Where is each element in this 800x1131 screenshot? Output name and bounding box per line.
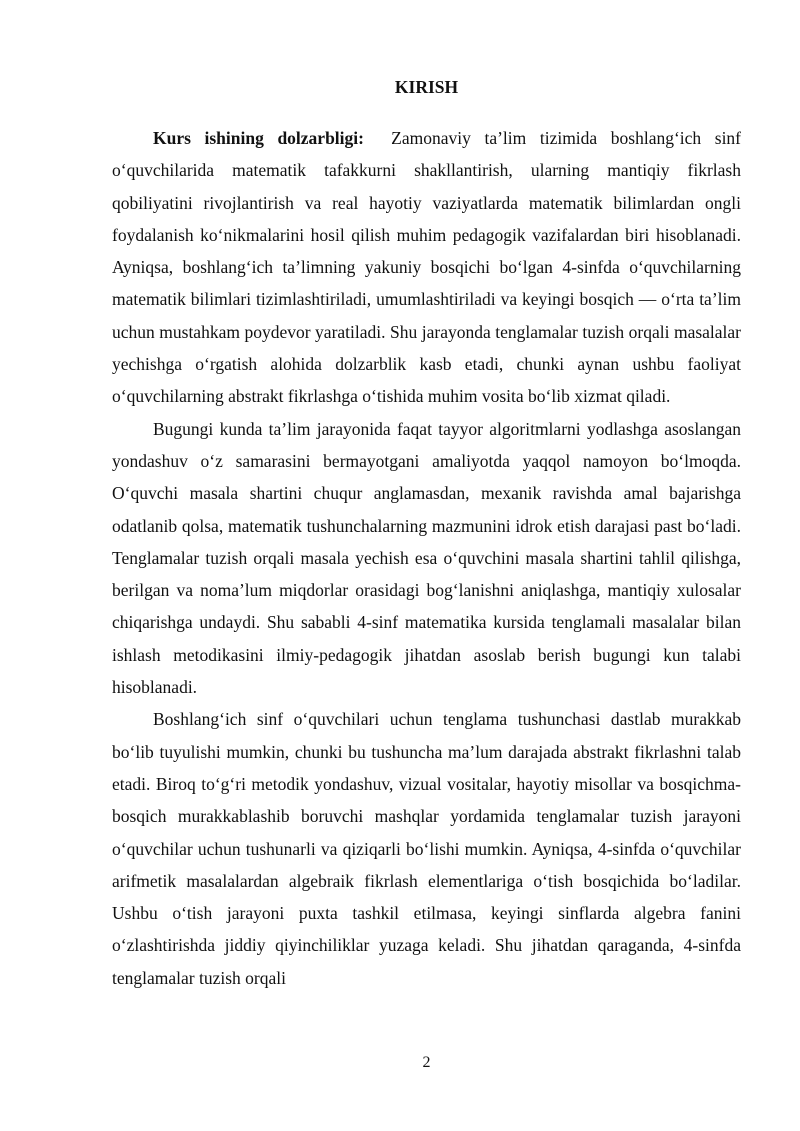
paragraph-3: Boshlang‘ich sinf o‘quvchilari uchun tenglama tushunchasi dastlab murakkab bo‘lib tuyulishi mumkin, chunki bu tushuncha ma’lum darajada abstrakt fikrlashni talab etadi. Biroq to‘g‘ri metodik yondashuv, vizual vositalar, hayotiy misollar va bosqichma-bosqich murakkablashib boruvchi mashqlar yordamida tenglamalar tuzish jarayoni o‘quvchilar uchun tushunarli va qiziqarli bo‘lishi mumkin. Ayniqsa, 4-sinfda o‘quvchilar arifmetik masalalardan algebraik fikrlash elementlariga o‘tish bosqichida bo‘ladilar. Ushbu o‘tish jarayoni puxta tashkil etilmasa, keyingi sinflarda algebra fanini o‘zlashtirishda jiddiy qiyinchiliklar yuzaga keladi. Shu jihatdan qaraganda, 4-sinfda tenglamalar tuzish orqali xyxy=(112,709,741,988)
paragraph-1-text: Zamonaviy ta’lim tizimida boshlang‘ich sinf o‘quvchilarida matematik tafakkurni shakllantirish, ularning mantiqiy fikrlash qobiliyatini rivojlantirish va real hayotiy vaziyatlarda matematik bilimlardan ongli foydalanish ko‘nikmalarini hosil qilish muhim pedagogik vazifalardan biri hisoblanadi. Ayniqsa, boshlang‘ich ta’limning yakuniy bosqichi bo‘lgan 4-sinfda o‘quvchilarning matematik bilimlari tizimlashtiriladi, umumlashtiriladi va keyingi bosqich — o‘rta ta’lim uchun mustahkam poydevor yaratiladi. Shu jarayonda tenglamalar tuzish orqali masalalar yechishga o‘rgatish alohida dolzarblik kasb etadi, chunki aynan ushbu faoliyat o‘quvchilarning abstrakt fikrlashga o‘tishida muhim vosita bo‘lib xizmat qiladi. xyxy=(112,128,742,407)
paragraph-2: Bugungi kunda ta’lim jarayonida faqat tayyor algoritmlarni yodlashga asoslangan yondashuv o‘z samarasini bermayotgani amaliyotda yaqqol namoyon bo‘lmoqda. O‘quvchi masala shartini chuqur anglamasdan, mexanik ravishda amal bajarishga odatlanib qolsa, matematik tushunchalarning mazmunini idrok etish darajasi past bo‘ladi. Tenglamalar tuzish orqali masala yechish esa o‘quvchini masala shartini tahlil qilishga, berilgan va noma’lum miqdorlar orasidagi bog‘lanishni aniqlashga, mantiqiy xulosalar chiqarishga undaydi. Shu sababli 4-sinf matematika kursida tenglamali masalalar bilan ishlash metodikasini ilmiy-pedagogik jihatdan asoslab berish bugungi kun talabi hisoblanadi. xyxy=(112,418,741,698)
lead-label: Kurs ishining dolzarbligi: xyxy=(153,128,364,148)
paragraph-1 xyxy=(112,122,741,413)
section-title: KIRISH xyxy=(394,77,459,97)
body-text xyxy=(112,122,741,994)
page-number: 2 xyxy=(422,1054,431,1071)
